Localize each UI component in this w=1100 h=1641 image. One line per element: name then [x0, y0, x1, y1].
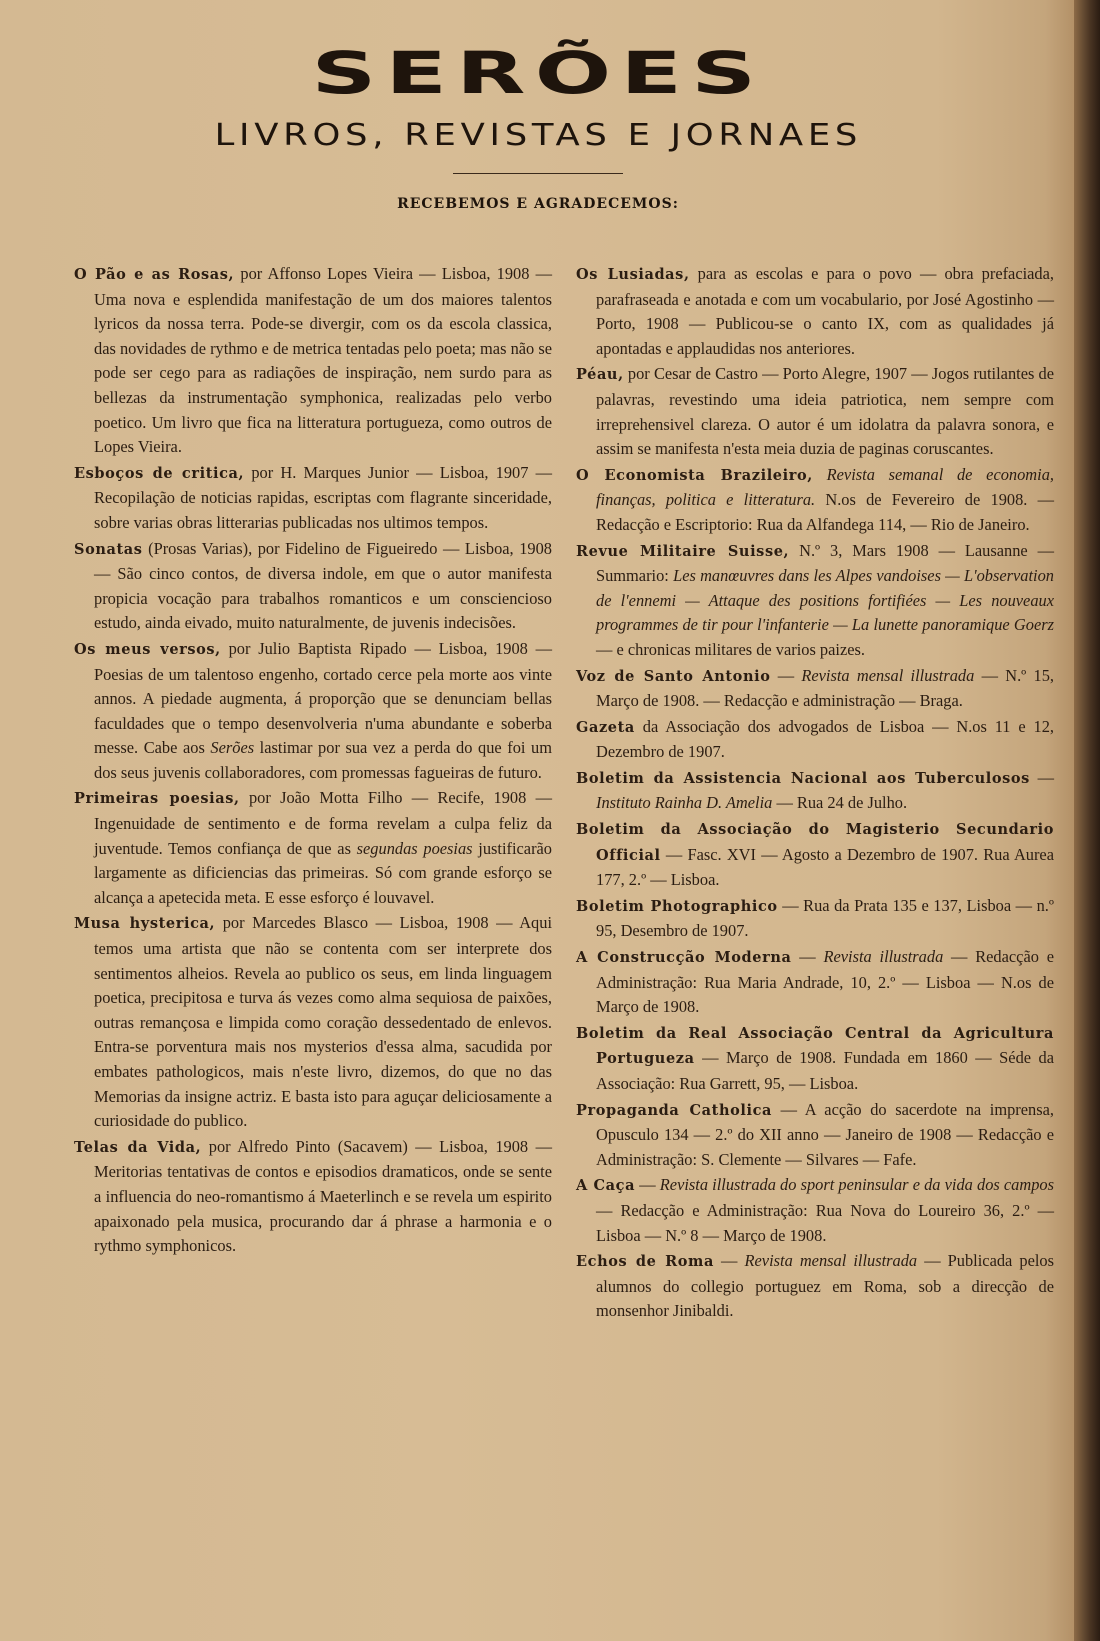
review-entry [576, 945, 1054, 1020]
section-kicker: RECEBEMOS E AGRADECEMOS: [397, 196, 679, 212]
entry-text: da Associação dos advogados de Lisboa — N.os 11 e 12, Dezembro de 1907. [596, 716, 1054, 762]
entry-title: Péau, [576, 366, 624, 384]
entry-text: — [770, 665, 802, 685]
entry-italic-text: Revista mensal illustrada [744, 1251, 918, 1271]
review-entry [576, 1021, 1054, 1097]
page-edge-shadow [1074, 0, 1100, 1641]
review-entry [74, 637, 552, 786]
entry-text-continued: — Redacção e Administração: Rua Maria Andrade, 10, 2.º — Lisboa — N.os de Março de 1908. [596, 947, 1054, 1017]
entry-italic-text: Instituto Rainha D. Amelia [596, 793, 773, 813]
review-entry [74, 1135, 552, 1259]
entry-title: Esboços de critica, [74, 464, 245, 482]
review-entry [576, 539, 1054, 663]
review-entry [576, 262, 1054, 361]
review-entry [576, 817, 1054, 893]
entry-title: Voz de Santo Antonio [576, 667, 771, 685]
review-entry [576, 664, 1054, 714]
entry-text: por H. Marques Junior — Lisboa, 1907 — Recopilação de noticias rapidas, escriptas com flagrante sinceridade, sobre varias obras litterarias publicadas nos ultimos tempos. [94, 462, 552, 532]
review-entry [576, 1249, 1054, 1324]
entry-text-continued: — Publicada pelos alumnos do collegio portuguez em Roma, sob a direcção de monsenhor Jinibaldi. [596, 1251, 1054, 1321]
entry-text-continued: lastimar por sua vez a perda do que foi um dos seus juvenis collaboradores, com promessas fagueiras de futuro. [94, 738, 552, 782]
review-entry [74, 911, 552, 1133]
review-entry [74, 786, 552, 910]
entry-text: por Cesar de Castro — Porto Alegre, 1907 — Jogos rutilantes de palavras, revestindo uma ideia patriotica, nem sempre com irreprehensivel clareza. O autor é um idolatra da palavra sonora, e assim se manifesta n'esta meia duzia de paginas coruscantes. [596, 364, 1054, 459]
entry-text-continued: N.os de Fevereiro de 1908. — Redacção e Escriptorio: Rua da Alfandega 114, — Rio de Janeiro. [596, 490, 1054, 534]
entry-text-continued: — Rua 24 de Julho. [772, 793, 908, 813]
entry-text-continued: — N.º 15, Março de 1908. — Redacção e administração — Braga. [596, 665, 1054, 711]
section-subtitle: LIVROS, REVISTAS E JORNAES [214, 118, 862, 153]
masthead [0, 38, 1076, 212]
review-entry [576, 1173, 1054, 1248]
entry-text-continued: — Redacção e Administração: Rua Nova do Loureiro 36, 2.º — Lisboa — N.º 8 — Março de 1908. [596, 1200, 1054, 1245]
entry-text [813, 465, 827, 484]
entry-title: Revue Militaire Suisse, [576, 542, 790, 560]
review-entry [576, 766, 1054, 816]
entry-title: Boletim da Assistencia Nacional aos Tuberculosos [576, 769, 1030, 787]
entry-title: Telas da Vida, [74, 1138, 202, 1156]
review-entry [576, 463, 1054, 538]
entry-title: A Caça [576, 1177, 636, 1195]
entry-text-continued: justificarão largamente as dificiencias das primeiras. Só com grande esforço se alcança a apetecida meta. E esse esforço é louvavel. [94, 838, 552, 907]
entry-text: — [1029, 767, 1054, 787]
entry-text: por João Motta Filho — Recife, 1908 — Ingenuidade de sentimento e de forma revelam a culpa feliz da juventude. Temos confiança de que as [94, 788, 552, 858]
entry-italic-text: Les manœuvres dans les Alpes vandoises — L'observation de l'ennemi — Attaque des positions fortifiées — Les nouveaux programmes de tir pour l'infanterie — La lunette panoramique Goerz [596, 566, 1054, 635]
entry-title: Musa hysterica, [74, 915, 216, 933]
entry-text: — Rua da Prata 135 e 137, Lisboa — n.º 95, Desembro de 1907. [596, 895, 1054, 941]
left-column [74, 262, 552, 1622]
entry-italic-text: Serões [210, 738, 255, 758]
review-entry [74, 537, 552, 636]
entry-title: A Construcção Moderna [576, 949, 792, 967]
entry-text: — Março de 1908. Fundada em 1860 — Séde da Associação: Rua Garrett, 95, — Lisboa. [596, 1048, 1054, 1093]
entry-text: (Prosas Varias), por Fidelino de Figueiredo — Lisboa, 1908 — São cinco contos, de diversa indole, em que o autor manifesta propicia vocação para trabalhos romanticos e um consciencioso estudo, ainda eivado, muito naturalmente, de juvenis indecisões. [94, 538, 552, 633]
entry-italic-text: Revista illustrada [823, 947, 944, 967]
entry-title: Gazeta [576, 718, 635, 736]
entry-text: — [635, 1175, 660, 1195]
entry-title: Boletim da Real Associação Central da Agricultura Portugueza [576, 1024, 1054, 1068]
entry-italic-text: Revista semanal de economia, finanças, politica e litteratura. [596, 464, 1054, 510]
entry-title: Sonatas [74, 540, 143, 558]
entry-text: — [791, 947, 824, 967]
magazine-title: SERÕES [311, 39, 765, 107]
right-column [576, 262, 1054, 1622]
entry-title: O Economista Brazileiro, [576, 466, 813, 484]
entry-text: por Julio Baptista Ripado — Lisboa, 1908 — Poesias de um talentoso engenho, cortado cerce pela morte aos vinte annos. A piedade augmenta, á proporção que se denunciam bellas faculdades que o tempo desenvolveria n'uma abundante e soberba messe. Cabe aos [94, 638, 553, 758]
entry-title: O Pão e as Rosas, [74, 266, 235, 283]
entry-text: por Marcedes Blasco — Lisboa, 1908 — Aqui temos uma artista que não se contenta com ser interprete dos sentimentos alheios. Revela ao publico os seus, em linda linguagem poetica, precipitosa e turva ás vezes como alma sequiosa de paixões, outras remançosa e limpida como coração dessedentado de enlevos. Entra-se porventura mais nos mysterios d'essa alma, sacudida por embates pathologicos, mais n'este livro, dizemos, do que no das Memorias da insigne actriz. E basta isto para aguçar deliciosamente a curiosidade do publico. [94, 913, 552, 1131]
entry-text: — A acção do sacerdote na imprensa, Opusculo 134 — 2.º do XII anno — Janeiro de 1908 — Redacção e Administração: S. Clemente — Silvares — Fafe. [596, 1099, 1054, 1169]
review-columns [74, 262, 1054, 1622]
review-entry [576, 1098, 1054, 1173]
entry-title: Propaganda Catholica [576, 1101, 773, 1119]
review-entry [576, 894, 1054, 944]
entry-text: por Affonso Lopes Vieira — Lisboa, 1908 — Uma nova e esplendida manifestação de um dos maiores talentos lyricos da nossa terra. Pode-se divergir, com os da escola classica, das novidades de rythmo e de metrica tentadas pelo poeta; mas não se pode ser cego para as radiações de inspiração, nem surdo para as bellezas da instrumentação symphonica, realizadas pelo verbo poetico. Um livro que fica na litteratura portugueza, como outros de Lopes Vieira. [94, 264, 552, 457]
entry-text: — Fasc. XVI — Agosto a Dezembro de 1907. Rua Aurea 177, 2.º — Lisboa. [596, 844, 1054, 890]
review-entry [576, 715, 1054, 765]
entry-title: Boletim Photographico [576, 897, 778, 915]
entry-italic-text: Revista mensal illustrada [801, 665, 975, 685]
entry-title: Echos de Roma [576, 1253, 714, 1271]
entry-italic-text: segundas poesias [356, 838, 473, 858]
entry-text: por Alfredo Pinto (Sacavem) — Lisboa, 1908 — Meritorias tentativas de contos e episodios dramaticos, onde se sente a influencia do neo-romantismo á Maeterlinch e se revela um espirito apaixonado pela musica, procurando dar á phrase a harmonia e o rythmo symphonicos. [94, 1136, 552, 1256]
entry-text-continued: — e chronicas militares de varios paizes. [596, 639, 865, 659]
review-entry [74, 262, 552, 460]
entry-title: Os meus versos, [74, 640, 221, 658]
entry-title: Primeiras poesias, [74, 790, 240, 808]
entry-italic-text: Revista illustrada do sport peninsular e da vida dos campos [659, 1175, 1054, 1195]
review-entry [576, 362, 1054, 461]
entry-text: para as escolas e para o povo — obra prefaciada, parafraseada e anotada e com um vocabulario, por José Agostinho — Porto, 1908 — Publicou-se o canto IX, com as qualidades já apontadas e applaudidas nos anteriores. [596, 264, 1055, 358]
entry-text: — [713, 1251, 745, 1271]
entry-text: N.º 3, Mars 1908 — Lausanne — Summario: [596, 540, 1055, 586]
review-entry [74, 461, 552, 536]
entry-title: Boletim da Associação do Magisterio Secundario Official [576, 821, 1054, 864]
entry-title: Os Lusiadas, [576, 266, 690, 283]
divider-rule [453, 173, 623, 174]
